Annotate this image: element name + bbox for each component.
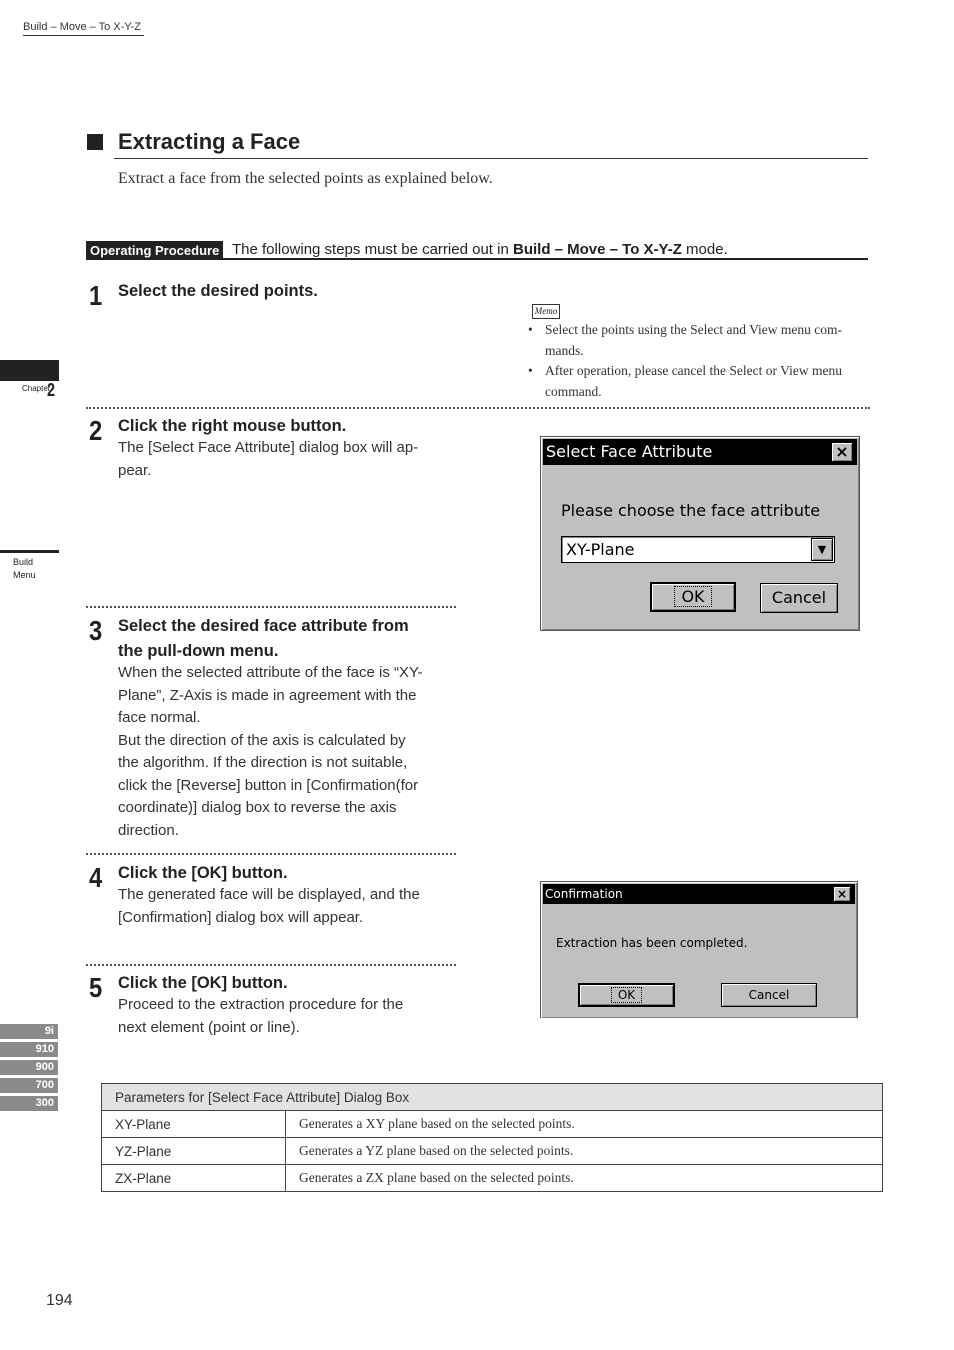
confirmation-dialog (540, 881, 858, 1018)
build-menu-label: Build Menu (13, 557, 36, 580)
section-rule (114, 158, 868, 159)
close-icon[interactable]: × (831, 442, 853, 462)
chapter-tab (0, 360, 59, 381)
select-value: XY-Plane (566, 540, 635, 559)
memo-item: • After operation, please cancel the Select or View menu command. (528, 361, 868, 402)
section-title: Extracting a Face (118, 129, 301, 154)
operating-procedure-badge: Operating Procedure (86, 241, 223, 260)
table-header: Parameters for [Select Face Attribute] Dialog Box (102, 1084, 883, 1111)
page-number: 194 (46, 1292, 73, 1309)
step-5-title: Click the [OK] button. (118, 974, 288, 992)
step-2-body: The [Select Face Attribute] dialog box will ap- pear. (118, 439, 419, 479)
memo-icon: Memo (532, 304, 560, 319)
procedure-mode-name: Build – Move – To X-Y-Z (512, 241, 682, 258)
ok-button[interactable]: OK (579, 984, 674, 1006)
model-tab: 300 (0, 1096, 58, 1111)
model-tab: 910 (0, 1042, 58, 1057)
step-4-number: 4 (89, 862, 103, 893)
step-divider (86, 853, 456, 855)
chevron-down-icon[interactable]: ▼ (811, 538, 833, 561)
dialog-prompt: Please choose the face attribute (561, 501, 821, 520)
step-3-body: When the selected attribute of the face is “XY- Plane”, Z-Axis is made in agreement with the face normal. But the direction of the axis is calculated by the algorithm. If the direction is not suitable, click the [Reverse] button in [Confirmation(for coordinate)] dialog box to reverse the axis direction. (118, 664, 423, 839)
build-menu-marker (0, 550, 59, 553)
step-1-title: Select the desired points. (118, 282, 318, 300)
step-3-title: Select the desired face attribute from the pull-down menu. (118, 617, 409, 660)
section-intro: Extract a face from the selected points as explained below. (118, 170, 493, 187)
step-divider (86, 964, 456, 966)
step-4-title: Click the [OK] button. (118, 864, 288, 882)
close-icon[interactable]: × (833, 886, 851, 902)
table-row (102, 1138, 883, 1165)
chapter-number: 2 (47, 380, 56, 400)
param-description: Generates a YZ plane based on the selected points. (286, 1138, 883, 1165)
chapter-label: Chapter (22, 384, 51, 393)
procedure-text-before: The following steps must be carried out in (232, 241, 513, 258)
step-2-title: Click the right mouse button. (118, 417, 347, 435)
memo-item: • Select the points using the Select and View menu com- mands. (528, 320, 868, 361)
model-tab: 700 (0, 1078, 58, 1093)
procedure-text-after: mode. (681, 241, 728, 258)
model-tab: 9i (0, 1024, 58, 1039)
param-name: YZ-Plane (102, 1138, 286, 1165)
face-attribute-select[interactable] (561, 536, 835, 563)
table-header-row (102, 1084, 883, 1111)
cancel-button[interactable]: Cancel (721, 983, 817, 1007)
step-divider (86, 606, 456, 608)
dialog-title: Select Face Attribute (546, 442, 713, 461)
operating-procedure-text (232, 241, 728, 258)
step-5-body: Proceed to the extraction procedure for the next element (point or line). (118, 996, 404, 1036)
param-description: Generates a ZX plane based on the selected points. (286, 1165, 883, 1192)
running-head: Build – Move – To X-Y-Z (23, 21, 144, 36)
ok-button[interactable]: OK (651, 583, 735, 611)
section-bullet-icon (87, 134, 103, 150)
step-4-body: The generated face will be displayed, and the [Confirmation] dialog box will appear. (118, 886, 420, 926)
param-name: ZX-Plane (102, 1165, 286, 1192)
procedure-rule (86, 258, 868, 260)
parameters-table (101, 1083, 883, 1192)
param-description: Generates a XY plane based on the selected points. (286, 1111, 883, 1138)
step-3-number: 3 (89, 615, 103, 646)
select-face-attribute-dialog (540, 436, 860, 631)
memo-list (528, 320, 868, 402)
step-2-number: 2 (89, 415, 103, 446)
step-5-number: 5 (89, 972, 103, 1003)
model-tab: 900 (0, 1060, 58, 1075)
param-name: XY-Plane (102, 1111, 286, 1138)
dialog-title: Confirmation (545, 887, 623, 901)
cancel-button[interactable]: Cancel (760, 583, 838, 613)
dialog-title-bar (543, 884, 855, 904)
dialog-title-bar (543, 439, 857, 465)
table-row (102, 1165, 883, 1192)
table-row (102, 1111, 883, 1138)
step-1-number: 1 (89, 280, 103, 311)
step-divider (86, 407, 870, 409)
dialog-message: Extraction has been completed. (556, 936, 748, 950)
